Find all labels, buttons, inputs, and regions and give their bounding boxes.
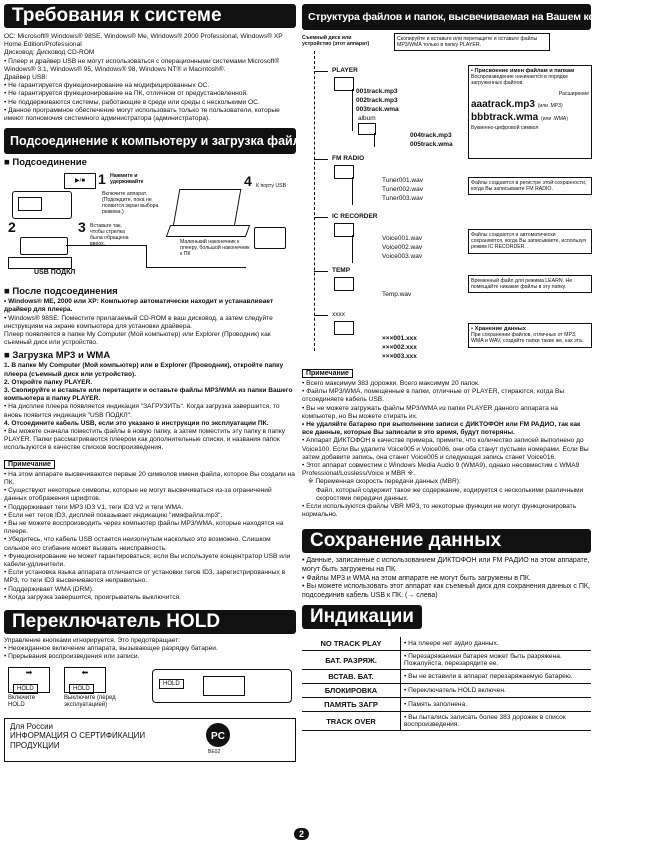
certification-box: Для России ИНФОРМАЦИЯ О СЕРТИФИКАЦИИ ПРОДУКЦИИ PC ВЕ02	[4, 718, 296, 762]
laptop-keyboard	[166, 225, 250, 237]
folder-xxxx: xxxx	[332, 311, 345, 318]
page-number: 2	[294, 828, 309, 840]
table-row: NO TRACK PLAY • На плеере нет аудио данных.	[302, 637, 591, 651]
hold-off-label: Выключите (перед эксплуатацией)	[64, 694, 116, 708]
left-column	[4, 4, 316, 762]
hold-heading: Переключатель HOLD	[4, 610, 296, 634]
connection-diagram: ▶/■ 1 Нажмите и удерживайте Включите аппарат. (Подождите, пока не появится экран выбора режима.) 2 3 Вставьте так, чтобы стрелка была обращена вверх. USB ПОДКЛ 4 К порту USB Маленький наконечник к плееру, большой наконечник к ПК	[4, 171, 296, 283]
folder-fm-radio: FM RADIO	[332, 155, 365, 162]
hold-diagram	[4, 665, 296, 715]
req-line: Дисковод: Дисковод CD-ROM	[4, 49, 95, 57]
connect-heading: Подсоединение к компьютеру и загрузка файлов	[4, 128, 296, 154]
req-line: • Данное программное обеспечение могут использовать только те пользователи, которые имеют полномочия системного администратора (администратора).	[4, 106, 280, 123]
player-side-view: HOLD	[152, 669, 292, 703]
indications-table	[302, 637, 591, 731]
req-line: • Плеер и драйвер USB не могут использоваться с операционными системами Microsoft® Windows® 3.1, Windows® 95, Windows® 98, Windows NT® и Macintosh®.	[4, 57, 280, 73]
step1-label: Нажмите и удерживайте	[110, 173, 144, 186]
system-requirements-text	[4, 33, 296, 123]
step3-description: Вставьте так, чтобы стрелка была обращена вверх.	[90, 223, 129, 248]
indications-heading: Индикации	[302, 605, 422, 629]
right-column	[302, 4, 645, 731]
file-structure-heading: Структура файлов и папок, высвечиваемая на Вашем компьютере	[302, 4, 591, 30]
hold-on-label: Включите HOLD	[8, 694, 36, 708]
play-stop-button-icon: ▶/■	[64, 173, 96, 189]
drive-label: Съемный диск или устройство (этот аппарат)	[302, 35, 370, 47]
folder-album: album	[358, 115, 376, 122]
req-line: • Не гарантируется функционирование на ПК, отличном от предустановленной.	[4, 90, 248, 98]
table-row: ВСТАВ. БАТ. • Вы не вставили в аппарат перезаряжаемую батарею.	[302, 670, 591, 684]
note-label: Примечание	[302, 369, 353, 378]
arrow-right-icon: ➡	[25, 667, 33, 677]
table-row: БАТ. РАЗРЯЖ. • Перезаряжаемая батарея может быть разряжена. Пожалуйста, перезарядите ее.	[302, 651, 591, 670]
usb-connector	[20, 237, 68, 255]
load-steps: 1. В папке My Computer (Мой компьютер) или в Explorer (Проводник), откройте папку плеера (съемный диск или устройство). 2. Откройте папку PLAYER. 3. Скопируйте и вставьте или перетащите и оставьте файлы MP3/WMA из папки Вашего компьютера в папку PLAYER. • На дисплее плеера появляется индикация "ЗАГРУЗИТЬ". Когда загрузка завершится, то вновь появится индикация "USB ПОДКЛ". 4. Отсоедините кабель USB, если это указано в инструкции по эксплуатации ПК. • Вы можете сначала поместить файлы в новую папку, а затем поместить эту папку в папку PLAYER. Папки рассматриваются плеером как дополнительные списки, и названия папок используются в качестве списков воспроизведения.	[4, 362, 293, 452]
table-row: TRACK OVER • Вы пытались записать более 383 дорожек в список воспроизведения.	[302, 712, 591, 731]
req-line: Драйвер USB:	[4, 74, 48, 82]
fm-callout: Файлы создаются в регистре этой сохранности, когда Вы записываете FM RADIO.	[468, 177, 592, 195]
folder-icon	[334, 321, 354, 335]
connect-subheading: ■ Подсоединение	[4, 157, 87, 169]
after-connect-heading: ■ После подсоединения	[4, 286, 118, 298]
save-data-list: • Данные, записанные с использованием ДИКТОФОН или FM РАДИО на этом аппарате, могут быть загружены на ПК. • Файлы MP3 и WMA на этом аппарате не могут быть загружены в ПК. • Вы можете использовать этот аппарат как съемный диск для сохранения данных с ПК, подсоединив кабель USB к ПК. (→ слева)	[302, 557, 590, 599]
req-line: • Не поддерживаются системы, работающие в среде или среды с несколькими ОС.	[4, 98, 260, 106]
req-line: ОС: Microsoft® Windows® 98SE, Windows® Me, Windows® 2000 Professional, Windows® XP Home Edition/Professional	[4, 33, 283, 49]
hold-on-switch: ➡ HOLD	[8, 667, 50, 693]
certification-mark-icon	[205, 722, 231, 748]
after-connect-text: • Windows® ME, 2000 или XP: Компьютер автоматически находит и устанавливает драйвер для плеера. • Windows® 98SE: Поместите прилагаемый CD-ROM в ваш дисковод, а затем следуйте инструкциям на экране компьютера для установки драйвера. Плеер появляется в папке My Computer (Мой компьютер) или Explorer (Проводник) как съемный диск или устройство.	[4, 298, 274, 347]
load-heading: ■ Загрузка MP3 и WMA	[4, 350, 111, 362]
laptop-note: Маленький наконечник к плееру, большой наконечник к ПК	[180, 239, 250, 258]
svg-text:PC: PC	[211, 730, 225, 742]
hold-off-switch: ⬅ HOLD	[64, 667, 106, 693]
folder-icon	[334, 165, 354, 179]
folder-ic-recorder: IC RECORDER	[332, 213, 378, 220]
naming-callout: • Присвоение имен файлам и папкам Воспроизведение начинается в порядке загруженных файлов. Расширение aaatrack.mp3 (или .MP3) bbbtrack.wma (или .WMA) Буквенно-цифровой символ	[468, 65, 592, 159]
usb-connect-display: USB ПОДКЛ	[34, 269, 76, 277]
laptop-screen	[173, 189, 242, 227]
table-row: ПАМЯТЬ ЗАГР • Память заполнена.	[302, 698, 591, 712]
notes-list: • На этом аппарате высвечиваются первые 20 символов имени файла, которое Вы создали на ПК. • Существуют некоторые символы, которые не могут высвечиваться из-за ограничений данных отображения шрифтов. • Поддерживает теги MP3 ID3 V1, теги ID3 V2 и теги WMA. • Если нет тегов ID3, дисплей показывает индикацию "имяфайла.mp3". • Вы не можете воспроизводить через компьютер файлы MP3/WMA, которые находятся на плеере. • Убедитесь, что кабель USB остается неизогнутым насколько это возможно. Слишком сильное его сгибание может вызвать неисправность. • Функционирование не может гарантироваться, если Вы используете концентратор USB или кабели-удлинители. • Если установка языка аппарата отличается от установки тегов ID3, зарегистрированных в MP3, то теги ID3 высвечиваются неправильно. • Поддерживает WMA (DRM). • Когда загрузка завершится, проигрыватель выключится.	[4, 470, 295, 601]
note-label: Примечание	[4, 460, 55, 469]
hold-text: Управление кнопками игнорируется. Это предотвращает: • Неожиданное включение аппарата, вызывающее разрядку батареи. • Прерывания воспроизведения или записи.	[4, 636, 218, 661]
folder-icon	[334, 77, 354, 91]
folder-icon	[334, 277, 354, 291]
req-line: • Не гарантируется функционирование на модифицированных ОС.	[4, 82, 210, 90]
store-callout: • Хранение данных При сохранении файлов, отличных от MP3, WMA и WAV, создайте папки такие же, как эта.	[468, 323, 592, 348]
drive-callout: Скопируйте и вставьте или перетащите и оставьте файлы MP3/WMA только в папку PLAYER.	[394, 33, 550, 51]
folder-player: PLAYER	[332, 67, 358, 74]
player-plug	[254, 227, 286, 249]
player-display	[18, 197, 42, 211]
cert-code: ВЕ02	[208, 748, 221, 755]
save-data-heading: Сохранение данных	[302, 529, 591, 553]
system-requirements-heading: Требования к системе	[4, 4, 296, 28]
table-row: БЛОКИРОВКА • Переключатель HOLD включен.	[302, 684, 591, 698]
folder-temp: TEMP	[332, 267, 351, 274]
step1-description: Включите аппарат. (Подождите, пока не появится экран выбора режима.)	[102, 191, 159, 216]
file-structure-tree: Съемный диск или устройство (этот аппарат) Скопируйте и вставьте или перетащите и оставьте файлы MP3/WMA только в папку PLAYER. PLAYER 001track.mp3 002track.mp3 003track.wma album 004track.mp3 005track.wma • Присвоение имен файлам и папкам Воспроизведение начинается в порядке загруженных файлов. Расширение aaatrack.mp3 (или .MP3) bbbtrack.wma (или .WMA) Буквенно-цифровой символ FM RADIO Tuner001.wav Tuner002.wav Tuner003.wav Файлы создаются в регистре этой сохранности, когда Вы записываете FM RADIO. IC RECORDER Voice001.wav Voice002.wav Voice003.wav Файлы создаются и автоматически сохраняются, когда Вы записываете, используя режим IC RECORDER. TEMP Temp.wav Временный файл для режима LEARN. Не помещайте никакие файлы в эту папку. xxxx ×××001.xxx ×××002.xxx ×××003.xxx • Хранение данных При сохранении файлов, отличных от MP3, WMA и WAV, создайте папки такие же, как эта.	[302, 33, 591, 359]
step4-label: К порту USB	[256, 183, 287, 190]
structure-notes: • Всего максимум 383 дорожки. Всего максимум 20 папок. • Файлы MP3/WMA, помещенные в папки, отличные от PLAYER, стираются, когда Вы отсоединяете кабель USB. • Вы не можете загружать файлы MP3/WMA из папки PLAYER данного аппарата на компьютер, но Вы можете стирать их. • Не удаляйте батарею при выполнении записи с ДИКТОФОН или FM РАДИО, так как все данные, которые Вы записали в это время, будут потеряны. • Аппарат ДИКТОФОН в качестве примера, примите, что количество записей выполнено до Voice100. Если Вы удалите Voice005 и Voice006, они оба станут пустыми номерами. Если Вы затем добавите запись, она станет Voice005 и следующая запись станет Voice016. • Этот аппарат совместим с Windows Media Audio 9 (WMA9), однако несовместим с WMA9 Professional/Lossless/Voice и MBR ※. ※ Переменная скорость передачи данных (MBR): Файл, который содержит такое же содержание, кодируется с несколькими различными скоростями передачи данных. • Если используются файлы VBR MP3, то некоторые функции не могут функционировать нормально.	[302, 380, 589, 519]
arrow-left-icon: ⬅	[81, 667, 89, 677]
ic-callout: Файлы создаются и автоматически сохраняются, когда Вы записываете, используя режим IC RECORDER.	[468, 229, 592, 254]
folder-icon	[334, 223, 354, 237]
temp-callout: Временный файл для режима LEARN. Не помещайте никакие файлы в эту папку.	[468, 275, 592, 293]
